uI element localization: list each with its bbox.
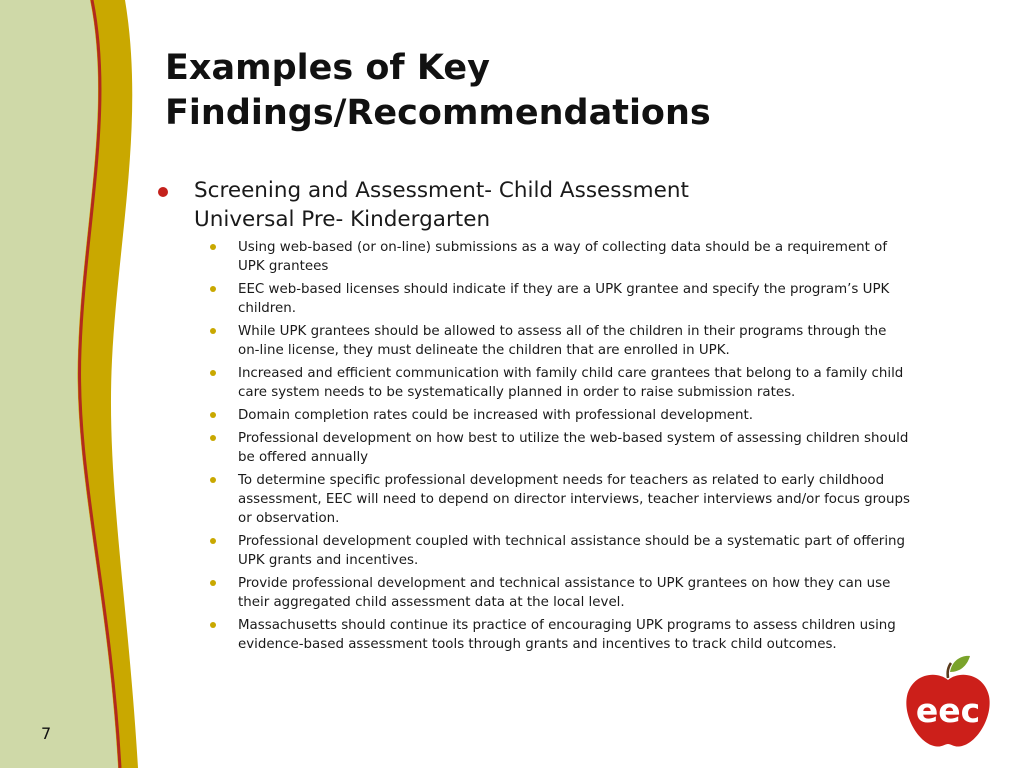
sub-bullet-item bbox=[208, 574, 915, 612]
sub-bullet-item bbox=[208, 364, 915, 402]
sub-bullet-dot-icon bbox=[208, 238, 238, 257]
bullet-dot-icon bbox=[155, 176, 194, 205]
sub-bullet-item bbox=[208, 322, 915, 360]
sub-bullet-dot-icon bbox=[208, 532, 238, 551]
sub-bullet-dot-icon bbox=[208, 471, 238, 490]
main-bullet-line-2: Universal Pre- Kindergarten bbox=[194, 207, 491, 232]
sub-bullet-item bbox=[208, 429, 915, 467]
sub-bullet-text: Provide professional development and technical assistance to UPK grantees on how they can use their aggregated child assessment data at the local level. bbox=[238, 576, 891, 610]
sub-bullet-text: EEC web-based licenses should indicate if they are a UPK grantee and specify the program’s UPK children. bbox=[238, 282, 890, 316]
sub-bullet-item bbox=[208, 616, 915, 654]
sub-bullet-text: Professional development on how best to utilize the web-based system of assessing children should be offered annually bbox=[238, 431, 909, 465]
sub-bullet-dot-icon bbox=[208, 429, 238, 448]
main-bullet-line-1: Screening and Assessment- Child Assessment bbox=[194, 178, 689, 203]
sub-bullet-text: To determine specific professional development needs for teachers as related to early childhood assessment, EEC will need to depend on director interviews, teacher interviews and/or focus groups or observation. bbox=[238, 473, 910, 526]
sub-bullet-dot-icon bbox=[208, 574, 238, 593]
eec-apple-logo-icon bbox=[898, 652, 998, 752]
sub-bullet-item bbox=[208, 406, 915, 425]
sub-bullet-dot-icon bbox=[208, 364, 238, 383]
main-bullet bbox=[155, 176, 915, 234]
sub-bullet-dot-icon bbox=[208, 322, 238, 341]
sub-bullet-item bbox=[208, 471, 915, 528]
bullet-content bbox=[155, 176, 915, 658]
sub-bullet-text: Using web-based (or on-line) submissions as a way of collecting data should be a requirement of UPK grantees bbox=[238, 240, 888, 274]
title-line-1: Examples of Key bbox=[165, 48, 490, 88]
sub-bullet-dot-icon bbox=[208, 280, 238, 299]
sub-bullet-dot-icon bbox=[208, 406, 238, 425]
sub-bullet-list bbox=[208, 238, 915, 654]
sub-bullet-text: Increased and efficient communication with family child care grantees that belong to a family child care system needs to be systematically planned in order to raise submission rates. bbox=[238, 366, 904, 400]
sub-bullet-item bbox=[208, 532, 915, 570]
sub-bullet-item bbox=[208, 238, 915, 276]
sub-bullet-text: While UPK grantees should be allowed to assess all of the children in their programs through the on-line license, they must delineate the children that are enrolled in UPK. bbox=[238, 324, 887, 358]
page-number: 7 bbox=[41, 724, 52, 743]
title-line-2: Findings/Recommendations bbox=[165, 93, 711, 133]
sub-bullet-text: Domain completion rates could be increased with professional development. bbox=[238, 408, 753, 423]
logo-text: eec bbox=[915, 691, 981, 730]
sub-bullet-item bbox=[208, 280, 915, 318]
slide-title bbox=[165, 46, 985, 136]
sub-bullet-dot-icon bbox=[208, 616, 238, 635]
sub-bullet-text: Professional development coupled with technical assistance should be a systematic part of offering UPK grants and incentives. bbox=[238, 534, 906, 568]
sub-bullet-text: Massachusetts should continue its practice of encouraging UPK programs to assess children using evidence-based assessment tools through grants and incentives to track child outcomes. bbox=[238, 618, 896, 652]
